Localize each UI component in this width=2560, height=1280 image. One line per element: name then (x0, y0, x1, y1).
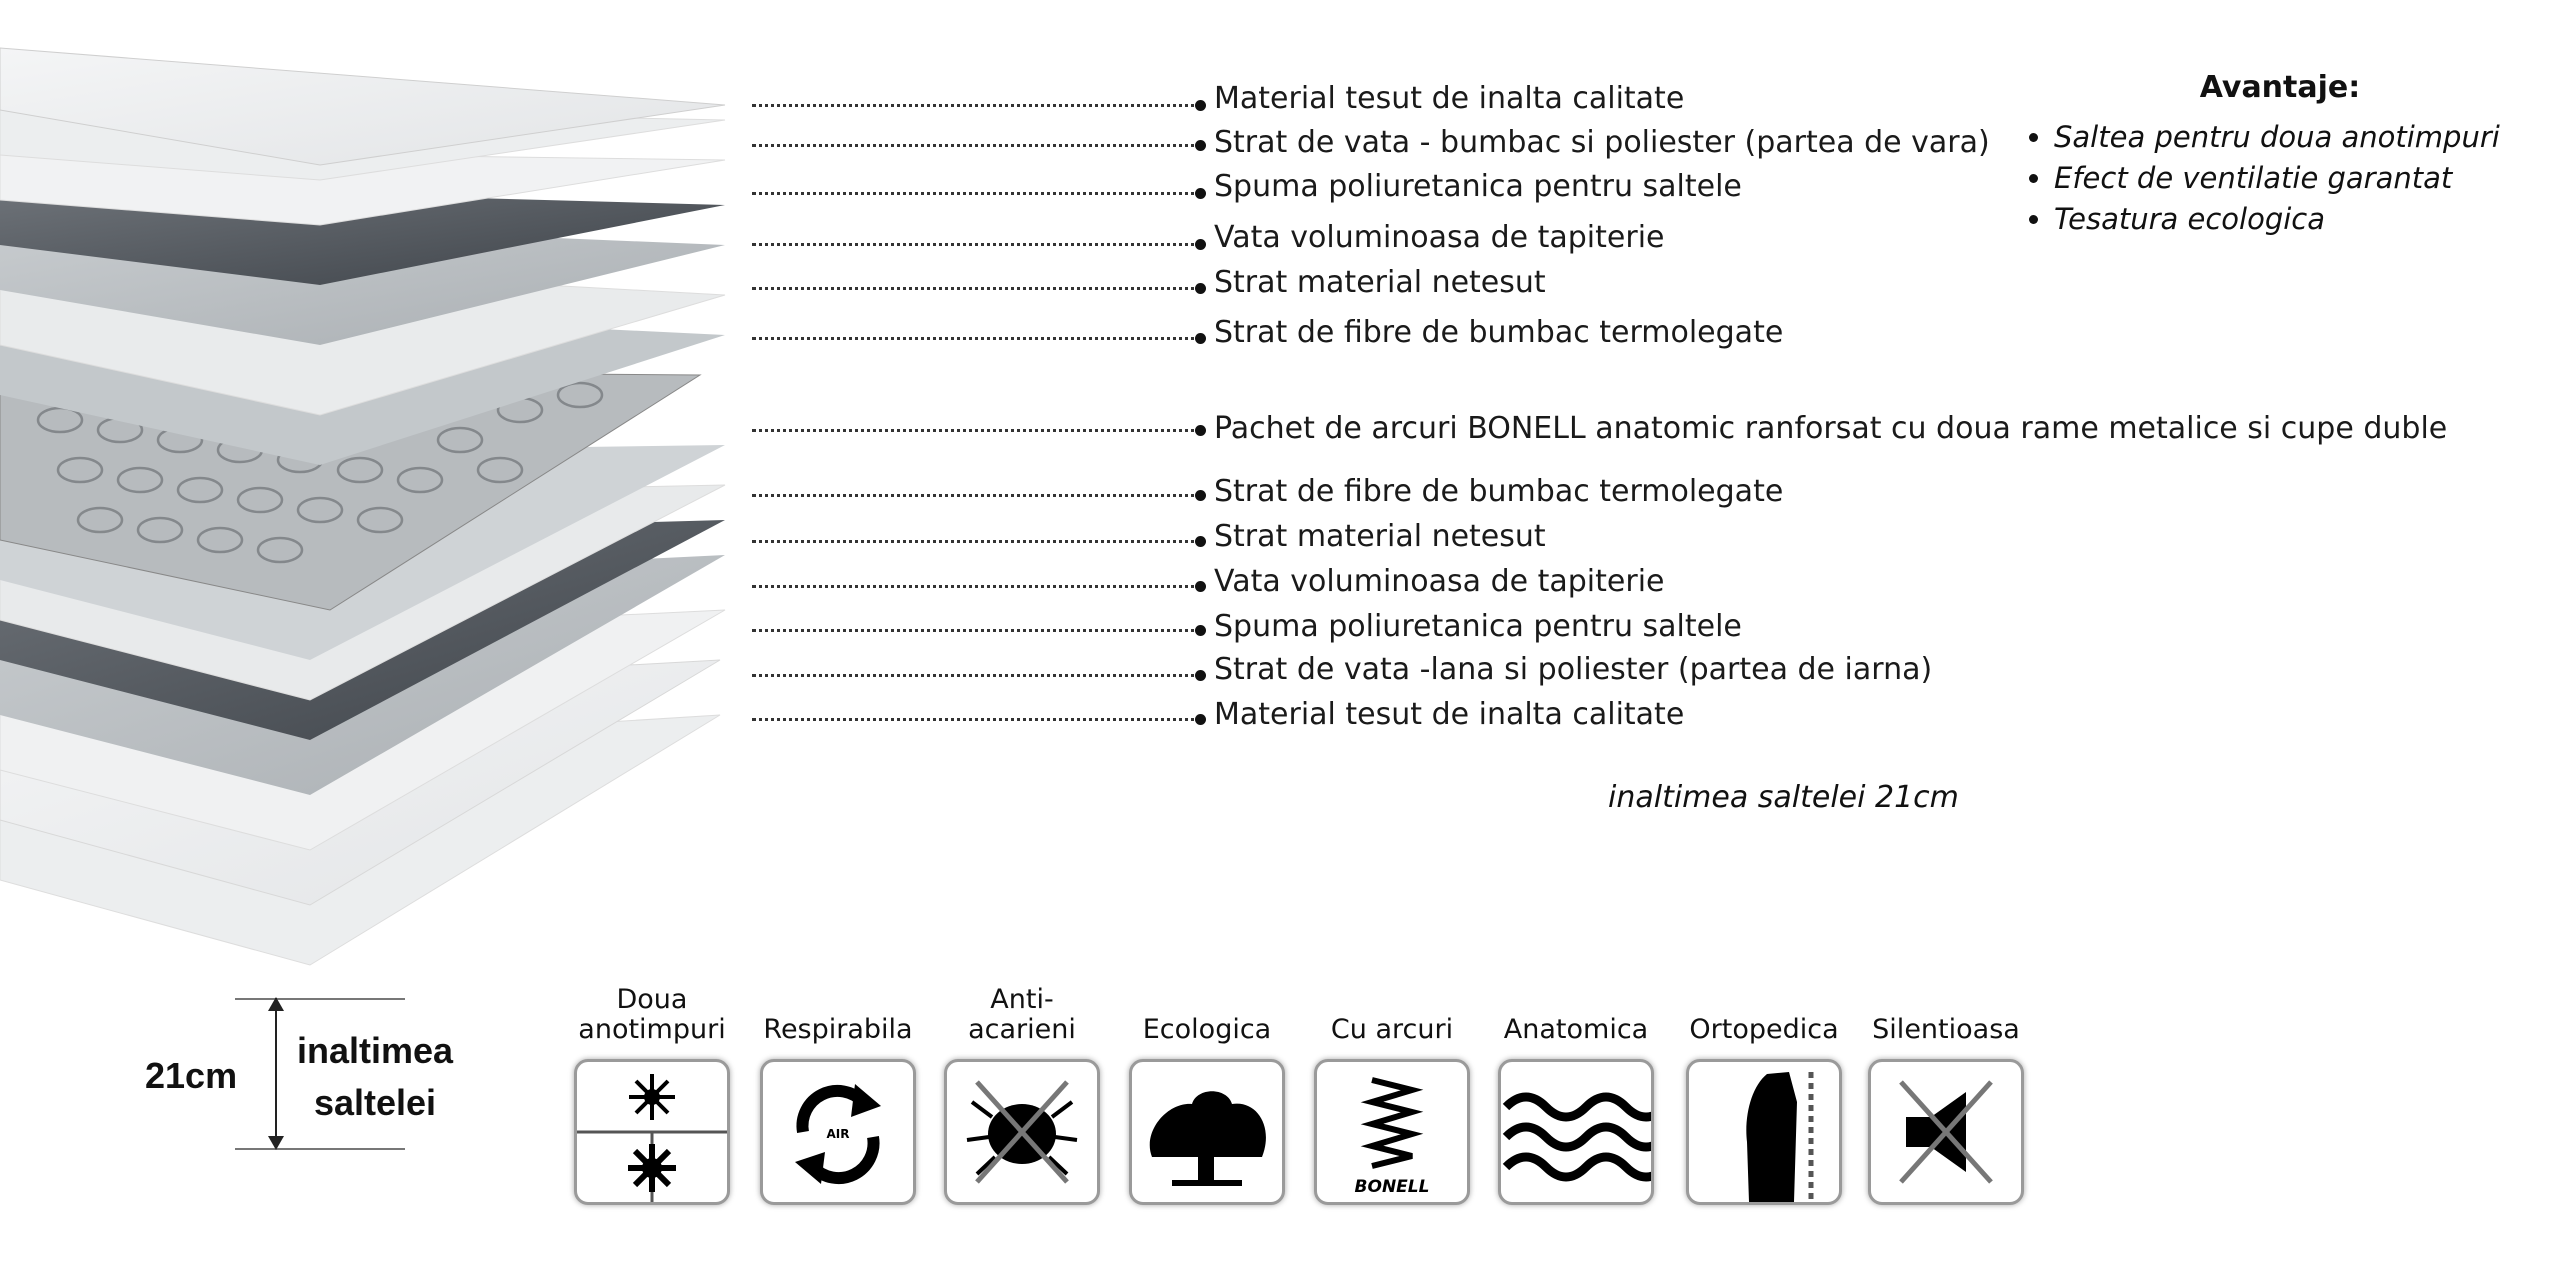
height-caption-line: inaltimea (296, 1030, 454, 1071)
leader-dot (1195, 100, 1206, 111)
height-caption-line: saltelei (313, 1082, 437, 1123)
leader-line (752, 144, 1202, 147)
leader-dot (1195, 581, 1206, 592)
advantages-list (2020, 117, 2540, 240)
advantage-item: • Saltea pentru doua anotimpuri (2054, 117, 2540, 158)
layer-label: Strat de vata -lana si poliester (partea de iarna) (1214, 652, 1933, 687)
height-bottom-line (235, 1148, 405, 1150)
feature-label: Silentioasa (1872, 1014, 2020, 1045)
feature-breathable (758, 975, 918, 1205)
spine-icon (1686, 1059, 1842, 1205)
no-mites-icon (944, 1059, 1100, 1205)
leader-dot (1195, 283, 1206, 294)
tree-icon (1129, 1059, 1285, 1205)
feature-anti-mites (942, 975, 1102, 1205)
air-circulation-icon (760, 1059, 916, 1205)
feature-silent (1866, 975, 2026, 1205)
layer-label: Strat de fibre de bumbac termolegate (1214, 315, 1784, 350)
no-sound-icon (1868, 1059, 2024, 1205)
advantages-panel (2020, 70, 2540, 240)
leader-line (752, 243, 1202, 246)
leader-line (752, 718, 1202, 721)
leader-line (752, 585, 1202, 588)
leader-line (752, 629, 1202, 632)
feature-label: Anti-acarieni (968, 984, 1076, 1045)
arrow-up-icon (268, 997, 284, 1011)
layer-label: Material tesut de inalta calitate (1214, 697, 1685, 732)
feature-label: Ortopedica (1689, 1014, 1839, 1045)
height-diagram (140, 995, 460, 1155)
svg-text:AIR: AIR (826, 1127, 850, 1141)
height-top-line (235, 998, 405, 1000)
arrow-down-icon (268, 1136, 284, 1150)
layer-label: Strat de fibre de bumbac termolegate (1214, 474, 1784, 509)
spring-icon-text: BONELL (1354, 1177, 1430, 1197)
waves-icon (1498, 1059, 1654, 1205)
layer-label: Strat de vata - bumbac si poliester (partea de vara) (1214, 125, 1990, 160)
feature-label: Respirabila (763, 1014, 913, 1045)
leader-line (752, 104, 1202, 107)
mattress-layers-illustration (0, 0, 760, 980)
advantage-item: • Tesatura ecologica (2054, 199, 2540, 240)
layer-label: Spuma poliuretanica pentru saltele (1214, 609, 1742, 644)
feature-label: Cu arcuri (1330, 1014, 1454, 1045)
feature-orthopedic (1684, 975, 1844, 1205)
leader-dot (1195, 239, 1206, 250)
leader-dot (1195, 140, 1206, 151)
feature-two-seasons (572, 975, 732, 1205)
layer-label: Vata voluminoasa de tapiterie (1214, 564, 1665, 599)
mattress-height-note: inaltimea saltelei 21cm (1608, 780, 1959, 815)
feature-label: Ecologica (1142, 1014, 1272, 1045)
height-caption (285, 1025, 465, 1129)
leader-dot (1195, 536, 1206, 547)
height-measure-line (275, 998, 277, 1148)
layer-label: Strat material netesut (1214, 265, 1546, 300)
advantage-item: • Efect de ventilatie garantat (2054, 158, 2540, 199)
layer-label: Vata voluminoasa de tapiterie (1214, 220, 1665, 255)
feature-ecological (1127, 975, 1287, 1205)
feature-anatomic (1496, 975, 1656, 1205)
leader-dot (1195, 490, 1206, 501)
sun-snowflake-icon (574, 1059, 730, 1205)
layer-label: Strat material netesut (1214, 519, 1546, 554)
leader-line (752, 192, 1202, 195)
leader-dot (1195, 670, 1206, 681)
layer-label: Spuma poliuretanica pentru saltele (1214, 169, 1742, 204)
leader-dot (1195, 714, 1206, 725)
leader-dot (1195, 425, 1206, 436)
height-value: 21cm (145, 1055, 238, 1096)
layer-label: Material tesut de inalta calitate (1214, 81, 1685, 116)
leader-line (752, 337, 1202, 340)
feature-label: Anatomica (1503, 1014, 1649, 1045)
leader-dot (1195, 333, 1206, 344)
advantages-title: Avantaje: (2199, 70, 2361, 105)
layer-label: Pachet de arcuri BONELL anatomic ranforsat cu doua rame metalice si cupe duble (1214, 411, 2448, 446)
feature-label: Doua anotimpuri (578, 984, 726, 1045)
feature-springs (1312, 975, 1472, 1205)
leader-line (752, 287, 1202, 290)
leader-line (752, 494, 1202, 497)
leader-dot (1195, 188, 1206, 199)
leader-dot (1195, 625, 1206, 636)
leader-line (752, 429, 1202, 432)
leader-line (752, 674, 1202, 677)
leader-line (752, 540, 1202, 543)
spring-icon (1314, 1059, 1470, 1205)
